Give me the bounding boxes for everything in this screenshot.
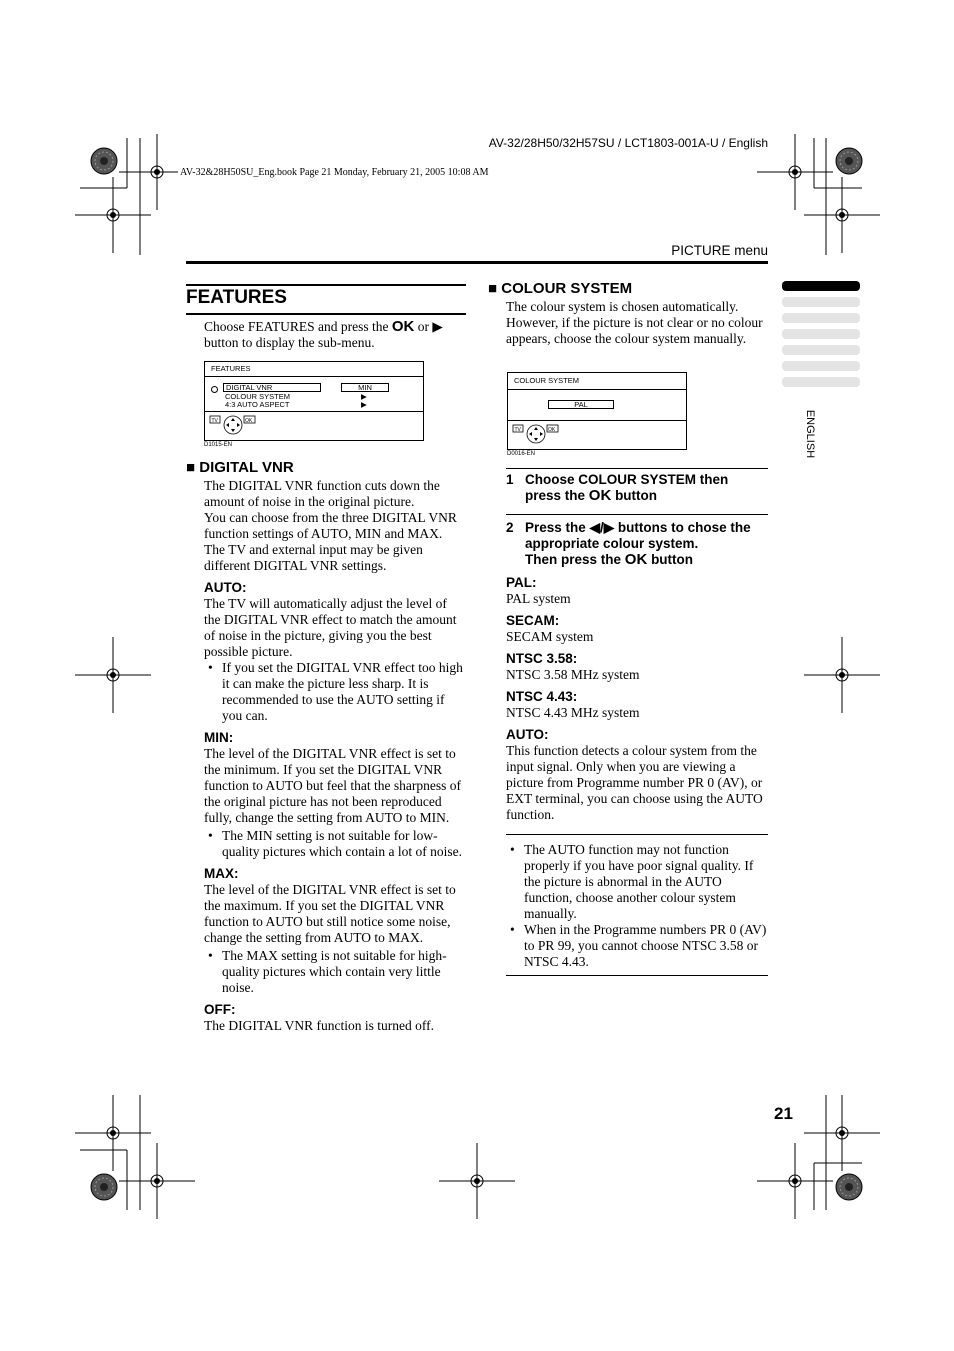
max-heading: MAX: [204, 866, 239, 881]
features-menu-diagram [204, 361, 424, 441]
auto-note: • If you set the DIGITAL VNR effect too high it can make the picture less sharp. It is recommended to use the AUTO setting if you can. [204, 660, 466, 724]
diagram-code: D1015-EN [204, 442, 233, 448]
side-language-label: ENGLISH [804, 409, 816, 459]
steps-top-rule [506, 468, 768, 469]
steps-mid-rule [506, 514, 768, 515]
off-heading: OFF: [204, 1002, 236, 1017]
auto-heading: AUTO: [506, 727, 549, 742]
ntsc358-heading: NTSC 3.58: [506, 651, 578, 666]
header-rule [186, 261, 768, 264]
features-intro: Choose FEATURES and press the OK or ▶ button to display the sub-menu. [204, 318, 443, 350]
side-tab [782, 345, 860, 355]
menu-item-colour-system: COLOUR SYSTEM [225, 392, 291, 401]
features-bottom-rule [186, 313, 466, 315]
colour-options: PAL: PAL system SECAM: SECAM system NTSC 3.58: NTSC 3.58 MHz system NTSC 4.43: NTSC 4.43 MHz system AUTO: This function detects a colour system from the input signal. Only when you are viewing a picture from Programme number PR 0 (AV), or EXT terminal, you can choose using the AUTO function. [506, 575, 768, 823]
square-bullet-icon: ■ [186, 459, 196, 476]
model-line: AV-32/28H50/32H57SU / LCT1803-001A-U / English [488, 136, 768, 150]
page-number: 21 [774, 1104, 793, 1123]
right-arrow-icon: ▶ [432, 319, 443, 334]
max-note: • The MAX setting is not suitable for high-quality pictures which contain very little noise. [204, 948, 466, 996]
svg-text:TV: TV [514, 427, 521, 433]
menu-value-box: MIN [341, 383, 389, 392]
svg-text:OK: OK [245, 418, 253, 424]
book-info: AV-32&28H50SU_Eng.book Page 21 Monday, February 21, 2005 10:08 AM [180, 167, 489, 178]
menu-title: FEATURES [211, 364, 251, 373]
ntsc443-heading: NTSC 4.43: [506, 689, 578, 704]
selector-circle-icon [211, 386, 218, 393]
menu-title: COLOUR SYSTEM [514, 376, 580, 385]
menu-item-digital-vnr: DIGITAL VNR [223, 383, 321, 392]
digital-vnr-body: The DIGITAL VNR function cuts down the amount of noise in the original picture. You can choose from the three DIGITAL VNR function settings of AUTO, MIN and MAX. The TV and external input may be given different DIGITAL VNR settings. AUTO: The TV will automatically adjust the level of the DIGITAL VNR effect to match the amount of noise in the picture, giving you the best possible picture. • If you set the DIGITAL VNR effect too high it can make the picture less sharp. It is recommended to use the AUTO setting if you can. MIN: The level of the DIGITAL VNR effect is set to the minimum. If you set the DIGITAL VNR function to AUTO but feel that the sharpness of the original picture has not been reproduced fully, change the setting from AUTO to MIN. • The MIN setting is not suitable for low-quality pictures which contain a lot of noise. MAX: The level of the DIGITAL VNR effect is set to the maximum. If you set the DIGITAL VNR function to AUTO but still notice some noise, change the setting from AUTO to MAX. • The MAX setting is not suitable for high-quality pictures which contain very little noise. OFF: The DIGITAL VNR function is turned off. [204, 478, 466, 1034]
min-heading: MIN: [204, 730, 234, 745]
menu-items-area [508, 389, 686, 420]
min-note: • The MIN setting is not suitable for low-quality pictures which contain a lot of noise. [204, 828, 466, 860]
menu-control-area [508, 420, 686, 449]
colour-system-heading: ■ COLOUR SYSTEM [488, 280, 633, 297]
remote-dpad-icon [209, 413, 257, 439]
colour-system-intro: The colour system is chosen automatically. However, if the picture is not clear or no colour appears, choose the colour system manually. [506, 299, 763, 346]
features-title: FEATURES [186, 287, 287, 308]
diagram-code: D0016-EN [507, 451, 536, 457]
notes-bottom-rule [506, 975, 768, 976]
menu-item-auto-aspect: 4:3 AUTO ASPECT [225, 400, 290, 409]
colour-system-menu-diagram [507, 372, 687, 450]
menu-value-box: PAL [548, 400, 614, 409]
side-tab [782, 329, 860, 339]
side-tab [782, 377, 860, 387]
ok-button-glyph: OK [624, 551, 648, 568]
side-tab [782, 313, 860, 323]
step-1: 1 Choose COLOUR SYSTEM then press the OK button [506, 472, 729, 504]
submenu-arrow-icon: ▶ [361, 392, 367, 401]
left-right-arrows-icon: ◀/▶ [589, 520, 615, 535]
submenu-arrow-icon: ▶ [361, 400, 367, 409]
note-item: • When in the Programme numbers PR 0 (AV) to PR 99, you cannot choose NTSC 3.58 or NTSC 4.43. [506, 922, 768, 970]
ok-button-glyph: OK [391, 318, 415, 335]
side-tab [782, 361, 860, 371]
remote-dpad-icon [512, 422, 560, 448]
section-title: PICTURE menu [671, 243, 768, 258]
digital-vnr-heading: ■ DIGITAL VNR [186, 459, 294, 476]
side-tab-active [782, 281, 860, 291]
secam-heading: SECAM: [506, 613, 560, 628]
pal-heading: PAL: [506, 575, 537, 590]
menu-control-area [205, 411, 423, 440]
svg-text:TV: TV [211, 418, 218, 424]
step-2: 2 Press the ◀/▶ buttons to chose the appropriate colour system. Then press the OK button [506, 520, 751, 568]
svg-text:OK: OK [548, 427, 556, 433]
features-top-rule [186, 284, 466, 286]
auto-heading: AUTO: [204, 580, 247, 595]
ok-button-glyph: OK [588, 487, 612, 504]
side-tab [782, 297, 860, 307]
menu-items-area [205, 376, 423, 411]
notes-top-rule [506, 834, 768, 835]
notes [506, 842, 768, 970]
note-item: • The AUTO function may not function properly if you have poor signal quality. If the picture is abnormal in the AUTO function, choose another colour system manually. [506, 842, 768, 922]
square-bullet-icon: ■ [488, 280, 498, 297]
